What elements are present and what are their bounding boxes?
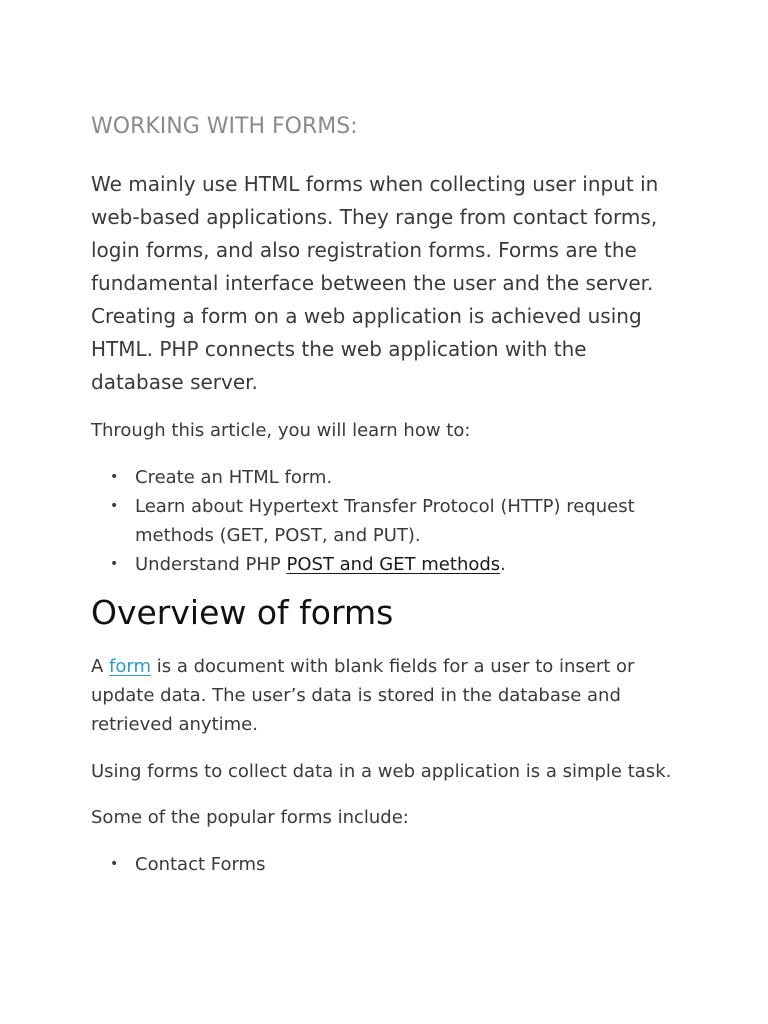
popular-forms-list [91, 850, 680, 879]
intro-paragraph: Through this article, you will learn how to: [91, 420, 471, 441]
bullet-icon: • [110, 856, 119, 872]
list-item [91, 850, 680, 879]
list-item-text: Create an HTML form. [135, 467, 333, 488]
section-heading: Overview of forms [91, 593, 394, 632]
list-item [91, 463, 680, 492]
list-item-suffix: . [500, 554, 506, 575]
list-item-text: Understand PHP [135, 554, 287, 575]
list-item [91, 550, 680, 579]
bullet-icon: • [110, 498, 119, 514]
bullet-icon: • [110, 469, 119, 485]
paragraph-prefix: A [91, 656, 110, 677]
popular-forms-paragraph: Some of the popular forms include: [91, 807, 409, 828]
list-item-text: Learn about Hypertext Transfer Protocol (HTTP) request methods (GET, POST, and PUT). [135, 496, 635, 546]
article-eyebrow: WORKING WITH FORMS: [91, 114, 358, 139]
collect-data-paragraph: Using forms to collect data in a web application is a simple task. [91, 761, 672, 782]
form-link[interactable]: form [109, 656, 152, 677]
paragraph-suffix: is a document with blank fields for a user to insert or update data. The user’s data is stored in the database and retrieved anytime. [91, 656, 635, 735]
list-item-text: Contact Forms [135, 854, 266, 875]
lead-paragraph: We mainly use HTML forms when collecting user input in web-based applications. They range from contact forms, login forms, and also registration forms. Forms are the fundamental interface between the user and the server. Creating a form on a web application is achieved using HTML. PHP connects the web application with the database server. [91, 172, 659, 394]
list-item [91, 492, 680, 550]
learn-list [91, 463, 680, 579]
form-definition-paragraph [91, 652, 680, 739]
post-get-methods-link[interactable]: POST and GET methods [286, 554, 501, 575]
bullet-icon: • [110, 556, 119, 572]
